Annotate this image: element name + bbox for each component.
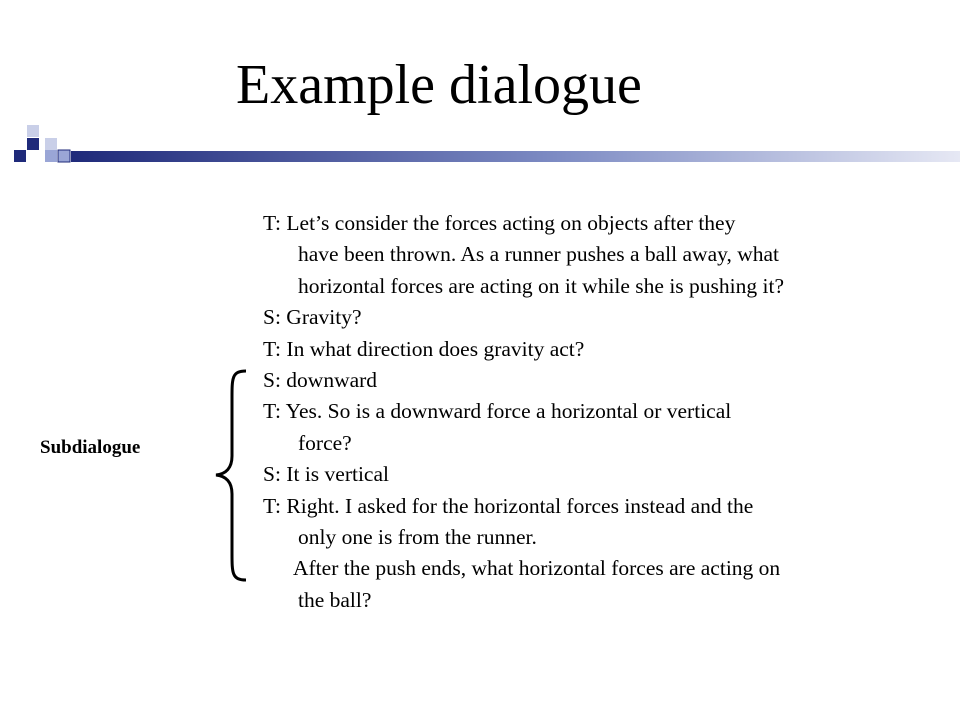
dialogue-line: S: downward (263, 368, 378, 393)
accent-square-light (45, 150, 57, 162)
dialogue-transcript (263, 208, 943, 616)
dialogue-line: After the push ends, what horizontal forces are acting on (293, 556, 781, 581)
dialogue-line: the ball? (298, 587, 372, 612)
dialogue-line: have been thrown. As a runner pushes a ball away, what (298, 242, 780, 267)
dialogue-line: force? (298, 430, 352, 455)
accent-square-mid (27, 138, 39, 150)
dialogue-line: S: Gravity? (263, 305, 362, 330)
dialogue-line: S: It is vertical (263, 462, 389, 487)
gradient-bar (71, 151, 960, 162)
subdialogue-brace-icon (210, 368, 250, 583)
dialogue-line: horizontal forces are acting on it while she is pushing it? (298, 273, 785, 298)
dialogue-line: T: In what direction does gravity act? (263, 336, 585, 361)
dialogue-line: T: Let’s consider the forces acting on objects after they (263, 211, 736, 235)
accent-square-top (27, 125, 39, 137)
dialogue-line: only one is from the runner. (298, 525, 537, 550)
dialogue-line: T: Yes. So is a downward force a horizontal or vertical (263, 399, 732, 424)
slide-title: Example dialogue (236, 54, 642, 116)
subdialogue-label: Subdialogue (40, 437, 141, 458)
accent-square-mid2 (45, 138, 57, 150)
dialogue-line: T: Right. I asked for the horizontal forces instead and the (263, 493, 754, 518)
accent-square-left (14, 150, 26, 162)
accent-square-outline (58, 150, 70, 162)
